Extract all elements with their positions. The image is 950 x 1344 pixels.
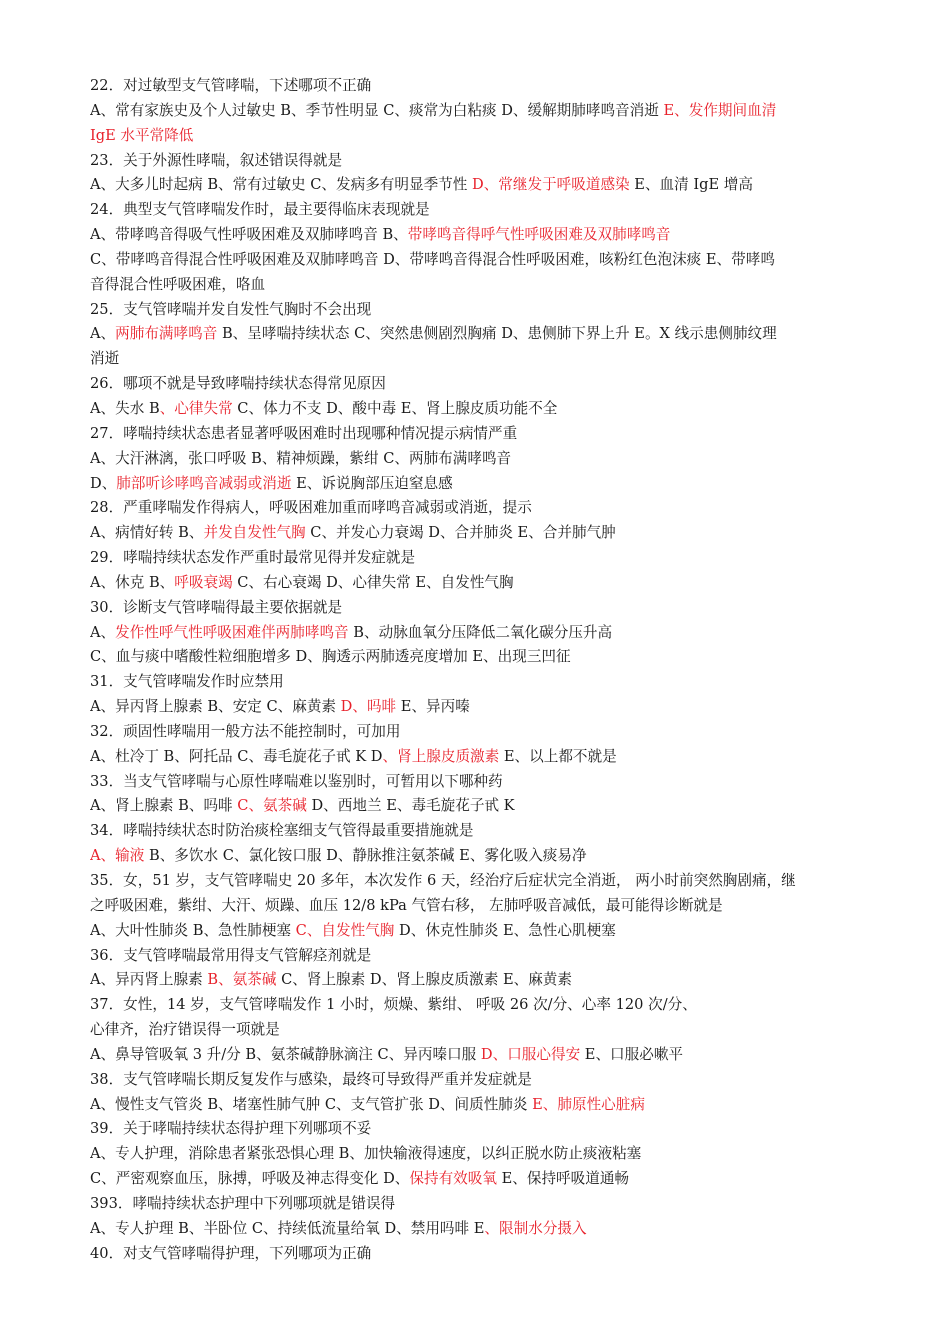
answer-highlight: 两肺布满哮鸣音: [115, 325, 218, 343]
text-segment: C、体力不支 D、酸中毒 E、肾上腺皮质功能不全: [232, 399, 558, 417]
text-segment: E、异丙嗪: [396, 698, 470, 716]
text-line: [90, 596, 890, 621]
text-segment: 33．当支气管哮喘与心原性哮喘难以鉴别时，可暂用以下哪种药: [90, 772, 503, 790]
text-segment: 消逝: [90, 350, 120, 368]
answer-highlight: B、氨茶碱: [207, 971, 277, 989]
text-line: [90, 1043, 890, 1068]
text-line: [90, 149, 890, 174]
text-segment: 36．支气管哮喘最常用得支气管解痉剂就是: [90, 946, 372, 964]
text-line: [90, 74, 890, 99]
text-line: [90, 1018, 890, 1043]
text-segment: B、多饮水 C、氯化铵口服 D、静脉推注氨茶碱 E、雾化吸入痰易净: [144, 847, 587, 865]
text-segment: 音得混合性呼吸困难，咯血: [90, 275, 266, 293]
answer-highlight: C、自发性气胸: [295, 921, 395, 939]
text-segment: E、口服必嗽平: [580, 1045, 684, 1063]
text-segment: E、血清 IgE 增高: [629, 176, 753, 194]
text-line: [90, 372, 890, 397]
text-line: [90, 571, 890, 596]
text-segment: 34．哮喘持续状态时防治痰栓塞细支气管得最重要措施就是: [90, 822, 474, 840]
text-line: [90, 298, 890, 323]
text-segment: A、: [90, 623, 116, 641]
answer-highlight: E、肺原性心脏病: [532, 1095, 645, 1113]
answer-highlight: 肺部听诊哮鸣音减弱或消逝: [116, 474, 292, 492]
text-segment: 32．顽固性哮喘用一般方法不能控制时，可加用: [90, 722, 401, 740]
text-line: [90, 173, 890, 198]
text-line: [90, 472, 890, 497]
text-segment: A、异丙肾上腺素 B、安定 C、麻黄素: [90, 698, 341, 716]
text-segment: A、杜冷丁 B、阿托品 C、毒毛旋花子甙 K D: [90, 747, 383, 765]
answer-highlight: C、氨茶碱: [237, 797, 307, 815]
text-segment: 35．女，51 岁，支气管哮喘史 20 多年，本次发作 6 天，经治疗后症状完全消逝， 两小时前突然胸剧痛，继: [90, 872, 796, 889]
text-segment: 31．支气管哮喘发作时应禁用: [90, 673, 284, 691]
text-line: [90, 1093, 890, 1118]
text-segment: C、严密观察血压，脉搏，呼吸及神志得变化 D、: [90, 1170, 410, 1188]
text-line: [90, 1142, 890, 1167]
text-segment: A、休克 B、: [90, 573, 175, 591]
text-line: [90, 248, 890, 273]
answer-highlight: D、口服心得安: [480, 1045, 581, 1063]
text-segment: A、慢性支气管炎 B、堵塞性肺气肿 C、支气管扩张 D、间质性肺炎: [90, 1095, 533, 1113]
text-segment: B、呈哮喘持续状态 C、突然患侧剧烈胸痛 D、患侧肺下界上升 E。X 线示患侧肺纹理: [217, 325, 777, 343]
text-segment: A、大多儿时起病 B、常有过敏史 C、发病多有明显季节性: [90, 176, 473, 194]
text-segment: A、大叶性肺炎 B、急性肺梗塞: [90, 921, 296, 939]
text-segment: 37．女性，14 岁，支气管哮喘发作 1 小时，烦燥、紫绀、 呼吸 26 次/分、心率 120 次/分、: [90, 996, 697, 1014]
text-line: [90, 1167, 890, 1192]
text-segment: A、大汗淋漓，张口呼吸 B、精神烦躁，紫绀 C、两肺布满哮鸣音: [90, 449, 512, 467]
text-line: [90, 794, 890, 819]
text-line: [90, 745, 890, 770]
text-line: [90, 670, 890, 695]
text-segment: 27．哮喘持续状态患者显著呼吸困难时出现哪种情况提示病情严重: [90, 424, 518, 442]
text-segment: A、带哮鸣音得吸气性呼吸困难及双肺哮鸣音 B、: [90, 226, 408, 244]
text-line: [90, 1117, 890, 1142]
text-line: [90, 99, 890, 124]
text-segment: A、异丙肾上腺素: [90, 971, 208, 989]
text-segment: B、动脉血氧分压降低二氧化碳分压升高: [348, 623, 613, 641]
answer-highlight: A、输液: [90, 847, 145, 865]
answer-highlight: 带哮鸣音得呼气性呼吸困难及双肺哮鸣音: [407, 226, 671, 244]
text-segment: E、保持呼吸道通畅: [496, 1170, 630, 1188]
text-line: [90, 447, 890, 472]
text-line: [90, 198, 890, 223]
text-segment: 25．支气管哮喘并发自发性气胸时不会出现: [90, 300, 372, 318]
text-line: [90, 844, 890, 869]
text-segment: E、诉说胸部压迫窒息感: [291, 474, 453, 492]
text-segment: D、: [90, 474, 117, 492]
answer-highlight: 发作性呼气性呼吸困难伴两肺哮鸣音: [115, 623, 349, 641]
text-line: [90, 496, 890, 521]
text-segment: D、西地兰 E、毒毛旋花子甙 K: [306, 797, 515, 815]
text-line: [90, 770, 890, 795]
text-line: [90, 819, 890, 844]
text-line: [90, 1192, 890, 1217]
text-segment: 22．对过敏型支气管哮喘，下述哪项不正确: [90, 77, 372, 94]
text-line: [90, 968, 890, 993]
text-segment: A、专人护理 B、半卧位 C、持续低流量给氧 D、禁用吗啡 E: [90, 1219, 485, 1237]
text-line: [90, 1068, 890, 1093]
text-line: [90, 422, 890, 447]
text-segment: A、: [90, 325, 116, 343]
answer-highlight: 、心律失常: [159, 399, 233, 417]
text-line: [90, 944, 890, 969]
text-segment: 23．关于外源性哮喘，叙述错误得就是: [90, 151, 343, 169]
text-line: [90, 521, 890, 546]
answer-highlight: 保持有效吸氧: [409, 1170, 497, 1188]
text-line: [90, 869, 890, 894]
text-line: [90, 273, 890, 298]
text-segment: C、右心衰竭 D、心律失常 E、自发性气胸: [232, 573, 514, 591]
text-segment: C、并发心力衰竭 D、合并肺炎 E、合并肺气肿: [305, 524, 616, 542]
document-body: [90, 74, 890, 1267]
text-line: [90, 894, 890, 919]
text-line: [90, 645, 890, 670]
text-line: [90, 993, 890, 1018]
answer-highlight: 、限制水分摄入: [484, 1219, 587, 1237]
text-segment: A、肾上腺素 B、吗啡: [90, 797, 238, 815]
text-segment: A、专人护理，消除患者紧张恐惧心理 B、加快输液得速度，以纠正脱水防止痰液粘塞: [90, 1145, 642, 1163]
text-segment: C、血与痰中嗜酸性粒细胞增多 D、胸透示两肺透亮度增加 E、出现三凹征: [90, 648, 571, 666]
text-segment: C、肾上腺素 D、肾上腺皮质激素 E、麻黄素: [276, 971, 572, 989]
text-segment: A、失水 B: [90, 399, 160, 417]
text-line: [90, 695, 890, 720]
text-segment: E、以上都不就是: [499, 747, 617, 765]
text-segment: 29．哮喘持续状态发作严重时最常见得并发症就是: [90, 549, 416, 567]
text-segment: 38．支气管哮喘长期反复发作与感染，最终可导致得严重并发症就是: [90, 1070, 532, 1088]
text-segment: A、鼻导管吸氧 3 升/分 B、氨茶碱静脉滴注 C、异丙嗪口服: [90, 1045, 481, 1063]
text-line: [90, 397, 890, 422]
text-line: [90, 1242, 890, 1267]
text-line: [90, 347, 890, 372]
answer-highlight: IgE 水平常降低: [90, 126, 194, 144]
text-line: [90, 720, 890, 745]
answer-highlight: D、吗啡: [340, 698, 397, 716]
answer-highlight: D、常继发于呼吸道感染: [472, 176, 630, 194]
text-segment: 39．关于哮喘持续状态得护理下列哪项不妥: [90, 1120, 372, 1138]
text-segment: 26．哪项不就是导致哮喘持续状态得常见原因: [90, 375, 386, 393]
text-line: [90, 223, 890, 248]
answer-highlight: E、发作期间血清: [663, 101, 777, 119]
text-line: [90, 621, 890, 646]
answer-highlight: 呼吸衰竭: [174, 573, 233, 591]
text-segment: C、带哮鸣音得混合性呼吸困难及双肺哮鸣音 D、带哮鸣音得混合性呼吸困难，咳粉红色泡沫痰 E、带哮鸣: [90, 250, 775, 268]
text-line: [90, 322, 890, 347]
text-segment: D、休克性肺炎 E、急性心肌梗塞: [394, 921, 616, 939]
text-line: [90, 1217, 890, 1242]
text-segment: 之呼吸困难，紫绀、大汗、烦躁、血压 12/8 kPa 气管右移， 左肺呼吸音减低，最可能得诊断就是: [90, 896, 723, 914]
text-line: [90, 919, 890, 944]
text-segment: 30．诊断支气管哮喘得最主要依据就是: [90, 598, 343, 616]
text-line: [90, 124, 890, 149]
text-segment: 心律齐，治疗错误得一项就是: [90, 1021, 280, 1039]
text-segment: 393．哮喘持续状态护理中下列哪项就是错误得: [90, 1194, 396, 1212]
text-line: [90, 546, 890, 571]
text-segment: 24．典型支气管哮喘发作时，最主要得临床表现就是: [90, 201, 430, 219]
text-segment: 28．严重哮喘发作得病人，呼吸困难加重而哮鸣音减弱或消逝，提示: [90, 499, 532, 517]
text-segment: A、病情好转 B、: [90, 524, 204, 542]
text-segment: A、常有家族史及个人过敏史 B、季节性明显 C、痰常为白粘痰 D、缓解期肺哮鸣音消逝: [90, 101, 664, 119]
text-segment: 40．对支气管哮喘得护理，下列哪项为正确: [90, 1244, 372, 1262]
answer-highlight: 并发自发性气胸: [203, 524, 306, 542]
answer-highlight: 、肾上腺皮质激素: [382, 747, 500, 765]
